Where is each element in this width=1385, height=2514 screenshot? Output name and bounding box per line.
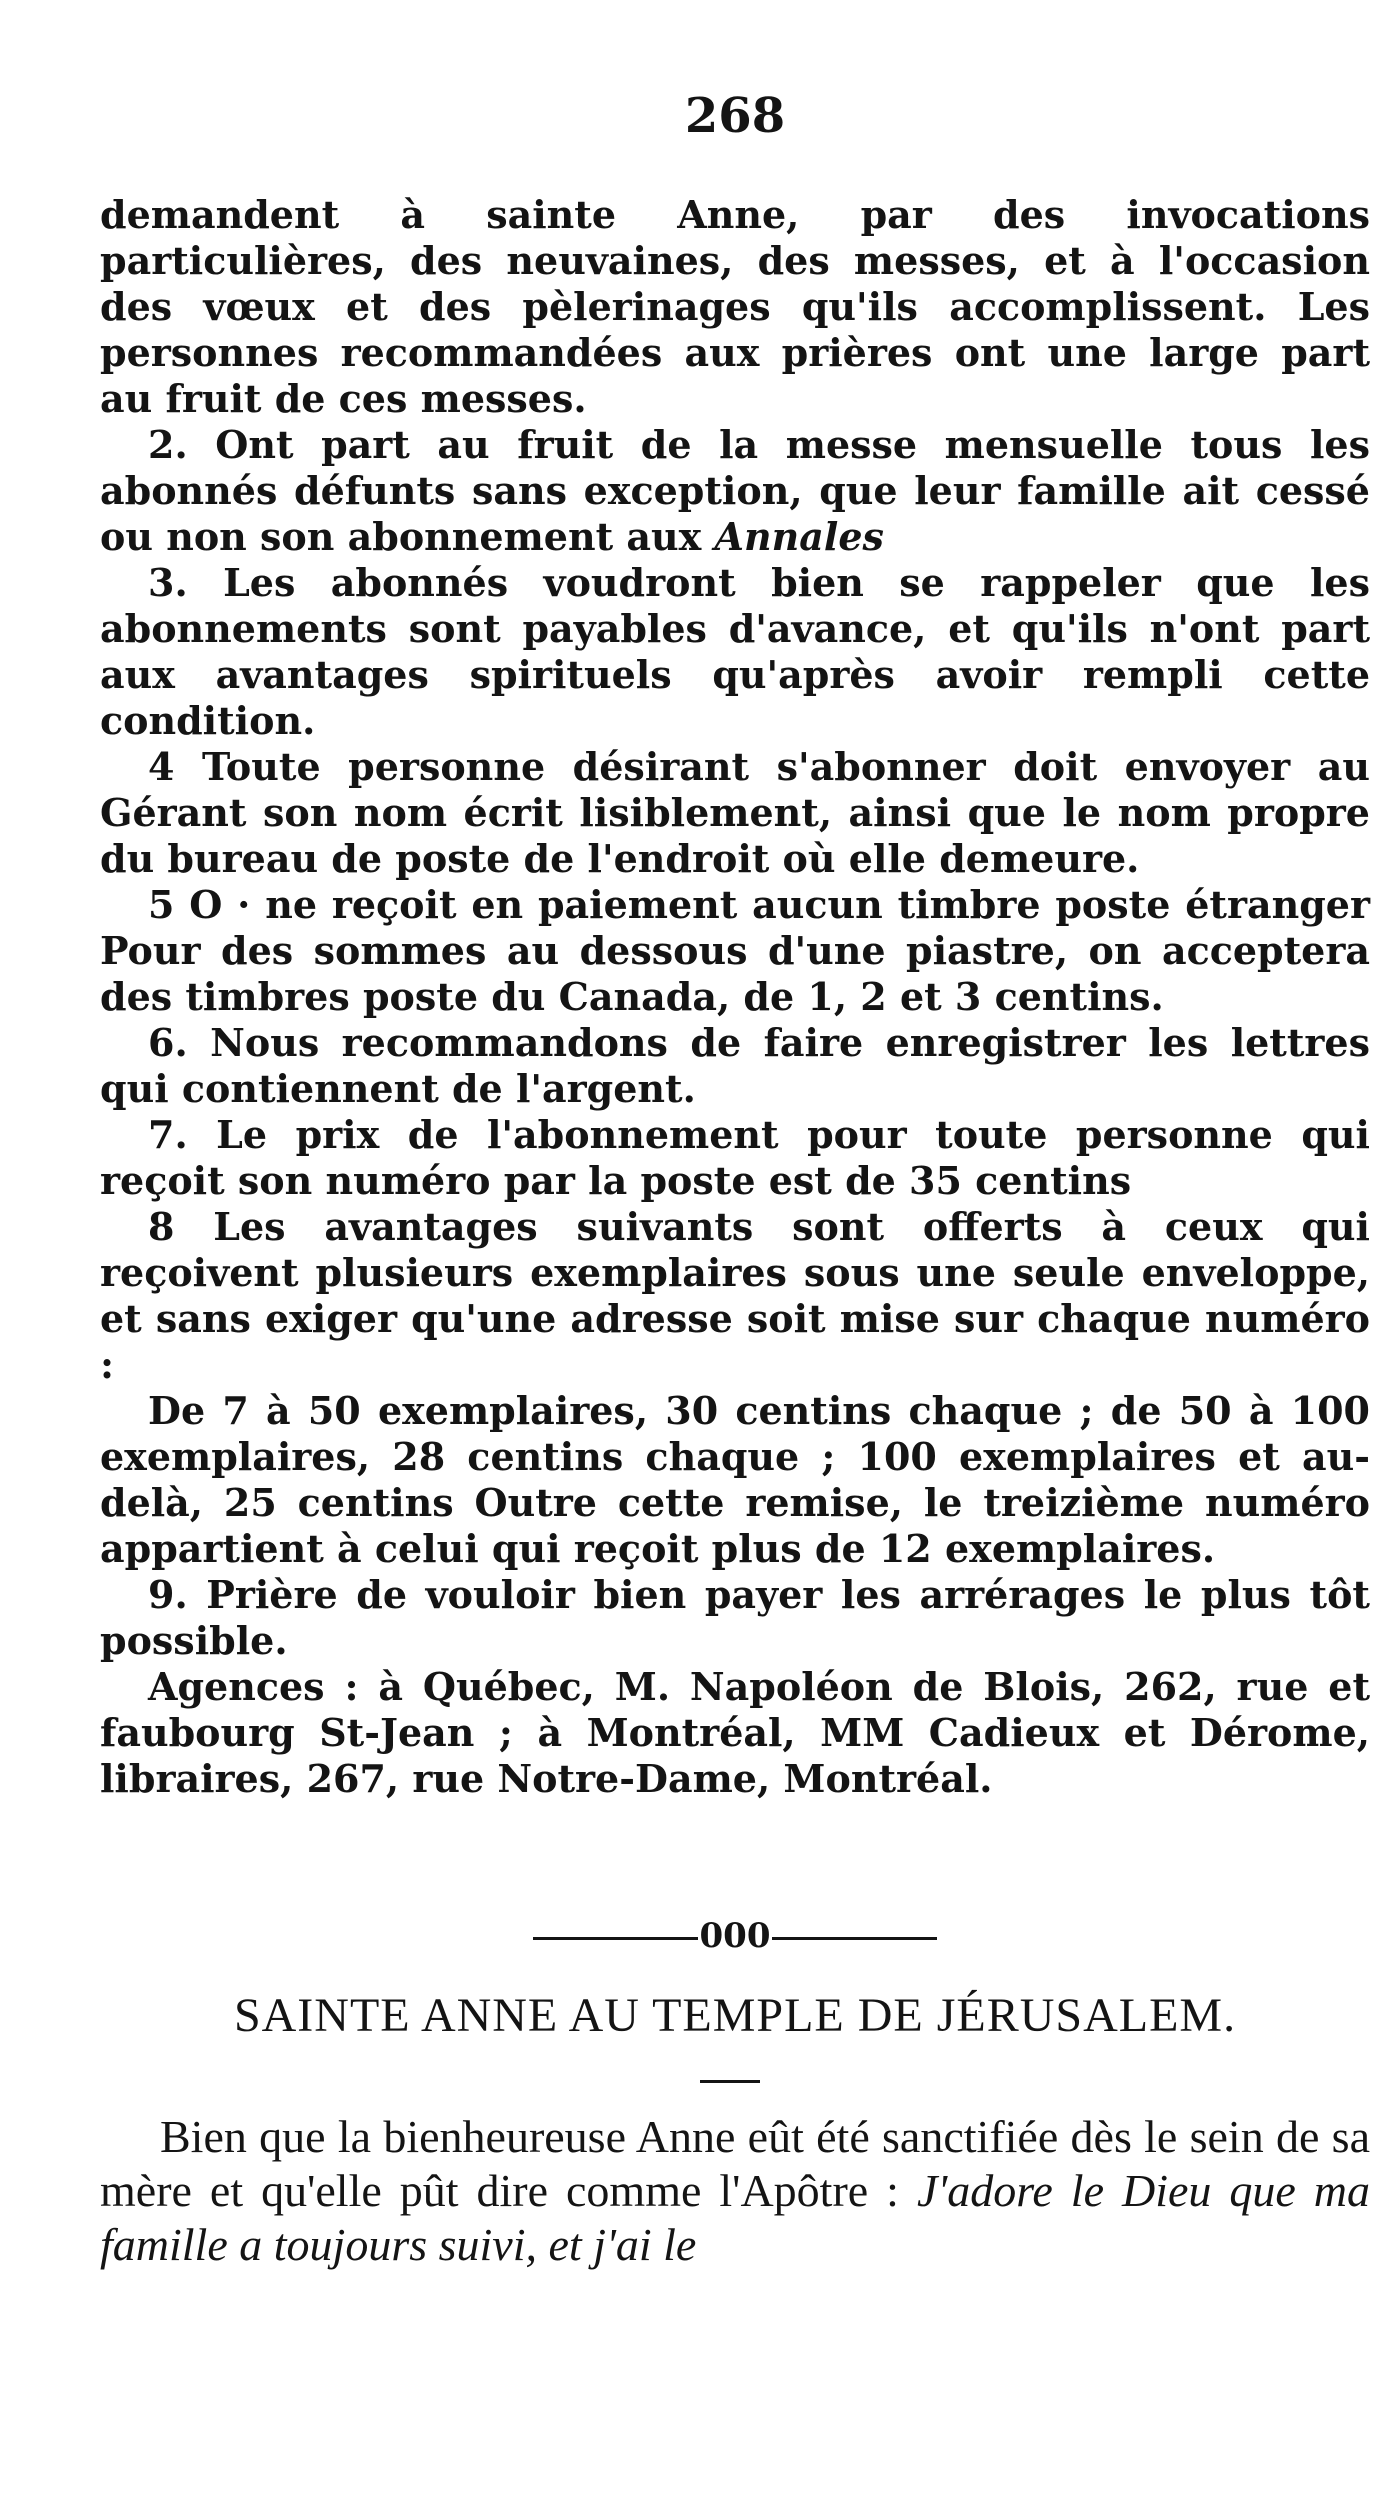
chapter-body bbox=[100, 2110, 1370, 2272]
paragraph-5: 5 O · ne reçoit en paiement aucun timbre poste étranger Pour des sommes au dessous d'une piastre, on acceptera des timbres poste du Canada, de 1, 2 et 3 centins. bbox=[100, 882, 1370, 1019]
section-separator bbox=[100, 1916, 1370, 1956]
chapter-paragraph bbox=[100, 2110, 1370, 2272]
paragraph-7: 7. Le prix de l'abonnement pour toute personne qui reçoit son numéro par la poste est de 35 centins bbox=[100, 1112, 1370, 1203]
separator-rule-right bbox=[772, 1937, 937, 1940]
separator-ornament: 000 bbox=[699, 1916, 771, 1956]
paragraph-9: 9. Prière de vouloir bien payer les arrérages le plus tôt possible. bbox=[100, 1572, 1370, 1663]
chapter-quote: J'adore le Dieu que ma famille a toujours suivi, et j'ai le bbox=[100, 2165, 1370, 2270]
chapter-title: SAINTE ANNE AU TEMPLE DE JÉRUSALEM. bbox=[233, 1989, 1237, 2042]
paragraph-8: 8 Les avantages suivants sont offerts à ceux qui reçoivent plusieurs exemplaires sous une seule enveloppe, et sans exiger qu'une adresse soit mise sur chaque numéro : bbox=[100, 1204, 1370, 1387]
paragraph-agencies: Agences : à Québec, M. Napoléon de Blois, 262, rue et faubourg St-Jean ; à Montréal, MM Cadieux et Dérome, libraires, 267, rue Notre-Dame, Montréal. bbox=[100, 1664, 1370, 1801]
paragraph-2 bbox=[100, 422, 1370, 560]
chapter-paragraph-text: Bien que la bienheureuse Anne eût été sanctifiée dès le sein de sa mère et qu'elle pût dire comme l'Apôtre : bbox=[100, 2111, 1370, 2216]
page-number: 268 bbox=[684, 88, 786, 144]
paragraph-2-text: 2. Ont part au fruit de la messe mensuelle tous les abonnés défunts sans exception, que leur famille ait cessé ou non son abonnement aux bbox=[100, 422, 1370, 559]
paragraph-1: demandent à sainte Anne, par des invocations particulières, des neuvaines, des messes, et à l'occasion des vœux et des pèlerinages qu'ils accomplissent. Les personnes recommandées aux prières ont une large part au fruit de ces messes. bbox=[100, 192, 1370, 421]
annales-title: Annales bbox=[714, 514, 884, 559]
subscription-notes bbox=[100, 192, 1370, 1802]
paragraph-4: 4 Toute personne désirant s'abonner doit envoyer au Gérant son nom écrit lisiblement, ainsi que le nom propre du bureau de poste de l'endroit où elle demeure. bbox=[100, 744, 1370, 881]
title-rule bbox=[700, 2080, 760, 2083]
paragraph-3: 3. Les abonnés voudront bien se rappeler que les abonnements sont payables d'avance, et qu'ils n'ont part aux avantages spirituels qu'après avoir rempli cette condition. bbox=[100, 560, 1370, 743]
paragraph-6: 6. Nous recommandons de faire enregistrer les lettres qui contiennent de l'argent. bbox=[100, 1020, 1370, 1111]
separator-rule-left bbox=[533, 1937, 698, 1940]
paragraph-rates: De 7 à 50 exemplaires, 30 centins chaque ; de 50 à 100 exemplaires, 28 centins chaque ; 100 exemplaires et au-delà, 25 centins Outre cette remise, le treizième numéro appartient à celui qui reçoit plus de 12 exemplaires. bbox=[100, 1388, 1370, 1571]
